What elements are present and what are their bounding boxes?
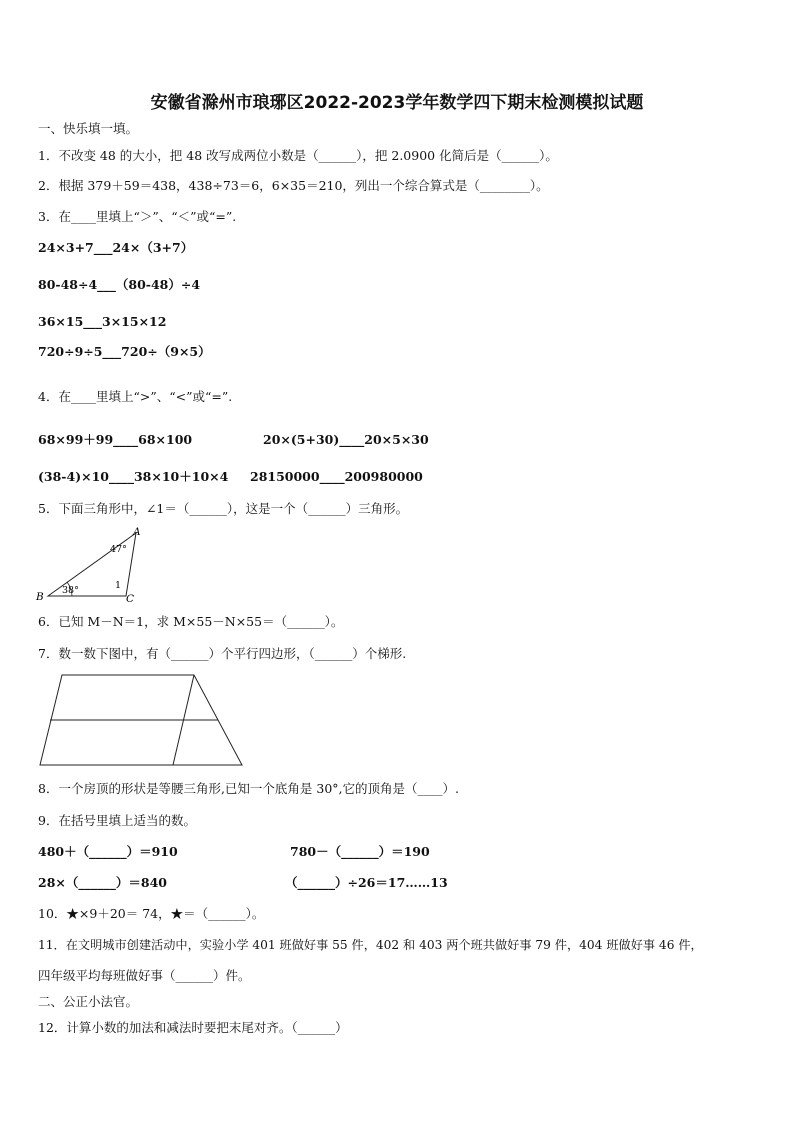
- section-1-heading: 一、快乐填一填。: [38, 121, 139, 136]
- question-1: 1．不改变 48 的大小，把 48 改写成两位小数是（______），把 2.0900 化简后是（______）。: [38, 148, 558, 163]
- question-11-continued: 四年级平均每班做好事（______）件。: [38, 968, 251, 983]
- question-9-item: 28×（______）＝840: [38, 875, 167, 890]
- question-4-item: 28150000____200980000: [250, 469, 423, 484]
- question-3-item: 36×15___3×15×12: [38, 314, 167, 329]
- vertex-label-c: C: [126, 593, 135, 604]
- triangle-figure: [34, 524, 144, 604]
- question-3-item: 720÷9÷5___720÷（9×5）: [38, 344, 211, 359]
- question-3-item: 24×3+7___24×（3+7）: [38, 240, 194, 255]
- question-3: 3．在____里填上“＞”、“＜”或“=”.: [38, 209, 237, 224]
- angle-label-a: 47°: [110, 544, 127, 555]
- question-11: 11．在文明城市创建活动中，实验小学 401 班做好事 55 件，402 和 403 两个班共做好事 79 件，404 班做好事 46 件，: [38, 938, 703, 952]
- question-4-item: 68×99＋99____68×100: [38, 432, 193, 447]
- angle-label-b: 38°: [62, 585, 79, 596]
- question-2: 2．根据 379＋59＝438，438÷73＝6，6×35＝210，列出一个综合算式是（________）。: [38, 178, 549, 193]
- question-12: 12．计算小数的加法和减法时要把末尾对齐。（______）: [38, 1020, 348, 1035]
- question-9: 9．在括号里填上适当的数。: [38, 813, 196, 828]
- question-6: 6．已知 M－N＝1，求 M×55－N×55＝（______）。: [38, 614, 344, 629]
- question-9-item: （______）÷26＝17……13: [285, 875, 448, 890]
- angle-label-c: 1: [115, 580, 122, 591]
- page-title: 安徽省滁州市琅琊区2022-2023学年数学四下期末检测模拟试题: [150, 93, 644, 113]
- question-7: 7．数一数下图中，有（______）个平行四边形，（______）个梯形.: [38, 646, 407, 661]
- question-9-item: 780－（______）＝190: [290, 844, 430, 859]
- vertex-label-b: B: [36, 591, 44, 603]
- trapezoid-figure: [36, 671, 250, 769]
- question-4-item: 20×(5+30)____20×5×30: [263, 432, 429, 447]
- question-4: 4．在____里填上“>”、“<”或“=”.: [38, 389, 233, 404]
- question-3-item: 80-48÷4___（80-48）÷4: [38, 277, 201, 292]
- question-4-item: (38-4)×10____38×10＋10×4: [38, 469, 229, 484]
- section-2-heading: 二、公正小法官。: [38, 994, 139, 1009]
- question-10: 10．★×9＋20＝ 74，★＝（______）。: [38, 906, 265, 921]
- question-9-item: 480＋（______）＝910: [38, 844, 178, 859]
- question-5: 5．下面三角形中，∠1＝（______），这是一个（______）三角形。: [38, 501, 409, 516]
- vertex-label-a: A: [133, 526, 141, 538]
- question-8: 8．一个房顶的形状是等腰三角形,已知一个底角是 30°,它的顶角是（____）.: [38, 781, 460, 796]
